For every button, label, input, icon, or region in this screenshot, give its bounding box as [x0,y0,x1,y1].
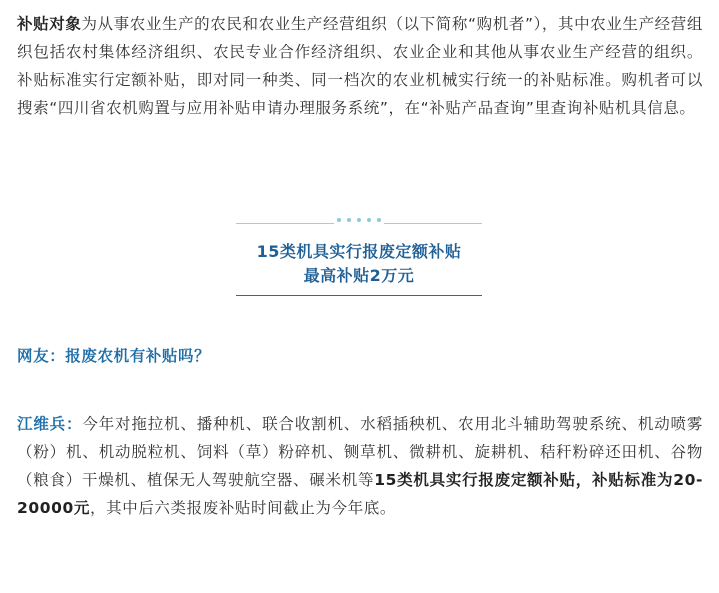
ornament-dot [347,218,351,222]
answer-text-part1: 今年对拖拉机、播种机、联合收割机、水稻插秧机、农用北斗辅助驾驶系统、机动喷雾（粉）机、机动脱粒机、饲料（草）粉碎机、铡草机、微耕机、旋耕机、秸秆粉碎还田机、谷物（粮食）干燥机、植保无人驾驶航空器、碾米机等 [17,415,703,489]
ornament-dot [377,218,381,222]
ornament-dot [367,218,371,222]
heading-bottom-rule [236,295,482,296]
intro-label: 补贴对象 [17,15,82,33]
answer-text-part2: ，其中后六类报废补贴时间截止为今年底。 [90,499,396,517]
answer-bold-highlight: 15类机具实行报废定额补贴，补贴标准为20-20000元 [17,471,704,517]
section-title-line2: 最高补贴2万元 [303,266,415,285]
answer-paragraph [17,410,703,522]
ornament-dot [357,218,361,222]
question: 网友：报废农机有补贴吗？ [17,347,211,365]
section-heading [236,218,482,296]
intro-text: 为从事农业生产的农民和农业生产经营组织（以下简称“购机者”），其中农业生产经营组织包括农村集体经济组织、农民专业合作经济组织、农业企业和其他从事农业生产经营的组织。补贴标准实行定额补贴，即对同一种类、同一档次的农业机械实行统一的补贴标准。购机者可以搜索“四川省农机购置与应用补贴申请办理服务系统”，在“补贴产品查询”里查询补贴机具信息。 [17,15,703,117]
ornament-dot [337,218,341,222]
section-title-line1: 15类机具实行报废定额补贴 [256,242,462,261]
answer-speaker: 江维兵： [17,415,83,433]
intro-paragraph [17,10,703,122]
